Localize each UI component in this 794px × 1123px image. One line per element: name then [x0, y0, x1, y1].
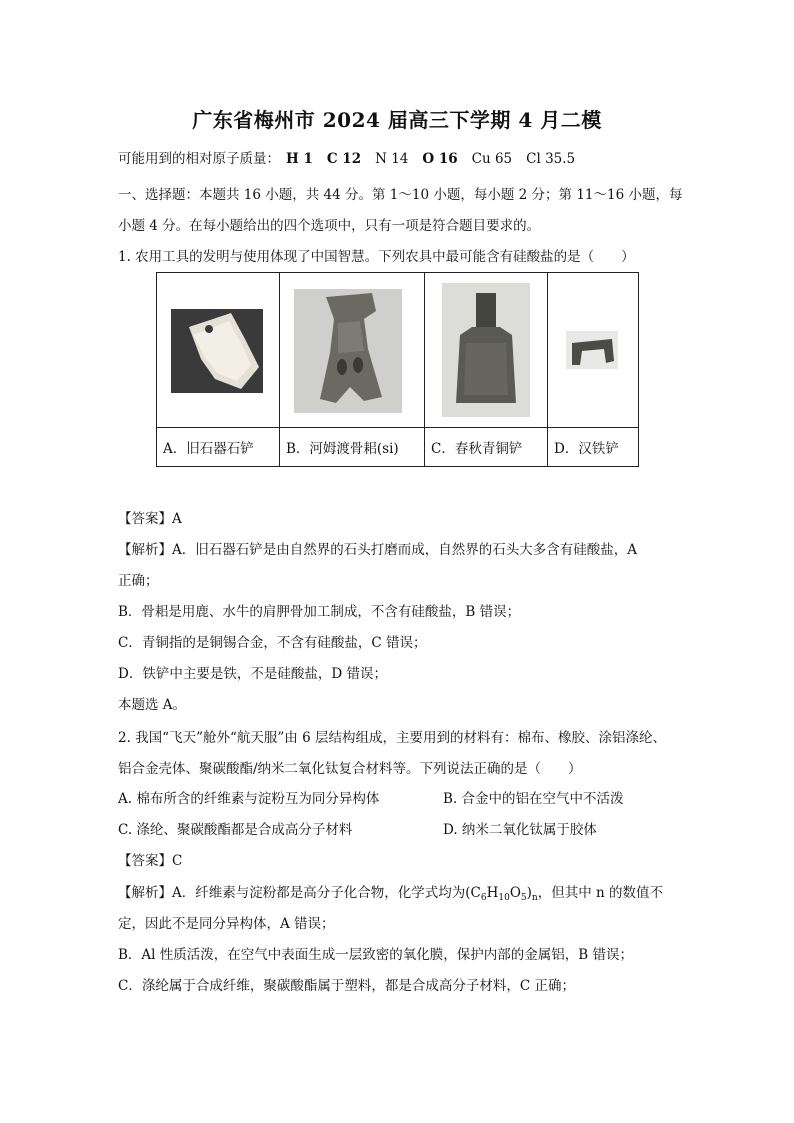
q1-options-table [156, 272, 639, 467]
masses-label: 可能用到的相对原子质量： [118, 151, 280, 167]
q1-answer: 【答案】A [118, 511, 182, 527]
option-a-label: A．旧石器石铲 [157, 428, 280, 467]
q2-option-d: D. 纳米二氧化钛属于胶体 [443, 822, 597, 838]
q2-analysis-c: C．涤纶属于合成纤维，聚碳酸酯属于塑料，都是合成高分子材料，C 正确； [118, 978, 575, 994]
option-d-label: D．汉铁铲 [548, 428, 639, 467]
iron-spade-image [566, 331, 618, 369]
q1-analysis-2: 正确； [118, 573, 159, 589]
atomic-masses [118, 150, 589, 168]
option-c-label: C．春秋青铜铲 [425, 428, 548, 467]
q2-option-a: A. 棉布所含的纤维素与淀粉互为同分异构体 [118, 791, 380, 807]
q1-stem: 1. 农用工具的发明与使用体现了中国智慧。下列农具中最可能含有硅酸盐的是（ ） [118, 249, 635, 265]
paren: ) [526, 885, 532, 901]
mass-cl: Cl 35.5 [526, 151, 576, 167]
q1-analysis-3: B．骨耜是用鹿、水牛的肩胛骨加工制成，不含有硅酸盐，B 错误； [118, 604, 521, 620]
q1-analysis-5: D．铁铲中主要是铁，不是硅酸盐，D 错误； [118, 666, 387, 682]
option-d-image-cell [548, 273, 639, 428]
page-title: 广东省梅州市 2024 届高三下学期 4 月二模 [192, 108, 602, 132]
q2-analysis-a [118, 884, 663, 907]
el-h: H [486, 885, 499, 901]
stone-spade-image [171, 309, 263, 393]
el-o: O [509, 885, 521, 901]
mass-cu: Cu 65 [471, 151, 513, 167]
q1-analysis-1: 【解析】A．旧石器石铲是由自然界的石头打磨而成，自然界的石头大多含有硅酸盐，A [118, 542, 637, 558]
q2-analysis-a-2: 定，因此不是同分异构体，A 错误； [118, 916, 335, 932]
analysis-a-text: 【解析】A．纤维素与淀粉都是高分子化合物，化学式均为(C [118, 885, 481, 901]
q2-answer: 【答案】C [118, 853, 183, 869]
q1-conclusion: 本题选 A。 [118, 697, 187, 713]
section-line-2: 小题 4 分。在每小题给出的四个选项中，只有一项是符合题目要求的。 [118, 218, 541, 234]
option-b-image-cell [280, 273, 425, 428]
q2-option-c: C. 涤纶、聚碳酸酯都是合成高分子材料 [118, 822, 353, 838]
bone-spade-image [294, 289, 402, 413]
sub-o: 5 [520, 893, 527, 903]
q2-stem-1: 2. 我国“飞天”舱外“航天服”由 6 层结构组成，主要用到的材料有：棉布、橡胶、涂铝涤纶、 [118, 730, 666, 746]
mass-o: O 16 [422, 151, 458, 167]
q2-analysis-b: B．Al 性质活泼，在空气中表面生成一层致密的氧化膜，保护内部的金属铝，B 错误； [118, 947, 633, 963]
mass-n: N 14 [375, 151, 409, 167]
option-c-image-cell [425, 273, 548, 428]
q2-option-b: B. 合金中的铝在空气中不活泼 [443, 791, 624, 807]
analysis-a-tail: ，但其中 n 的数值不 [537, 885, 663, 901]
q1-analysis-4: C．青铜指的是铜锡合金，不含有硅酸盐，C 错误； [118, 635, 427, 651]
sub-h: 10 [498, 893, 510, 903]
mass-c: C 12 [326, 151, 362, 167]
bronze-spade-image [442, 283, 530, 417]
option-b-label: B．河姆渡骨耜(si) [280, 428, 425, 467]
q2-stem-2: 铝合金壳体、聚碳酸酯/纳米二氧化钛复合材料等。下列说法正确的是（ ） [118, 761, 582, 777]
mass-h: H 1 [286, 151, 313, 167]
sub-c: 6 [480, 893, 487, 903]
option-a-image-cell [157, 273, 280, 428]
sub-n: n [531, 893, 538, 903]
section-line-1: 一、选择题：本题共 16 小题，共 44 分。第 1～10 小题，每小题 2 分；第 11～16 小题，每 [118, 187, 683, 203]
